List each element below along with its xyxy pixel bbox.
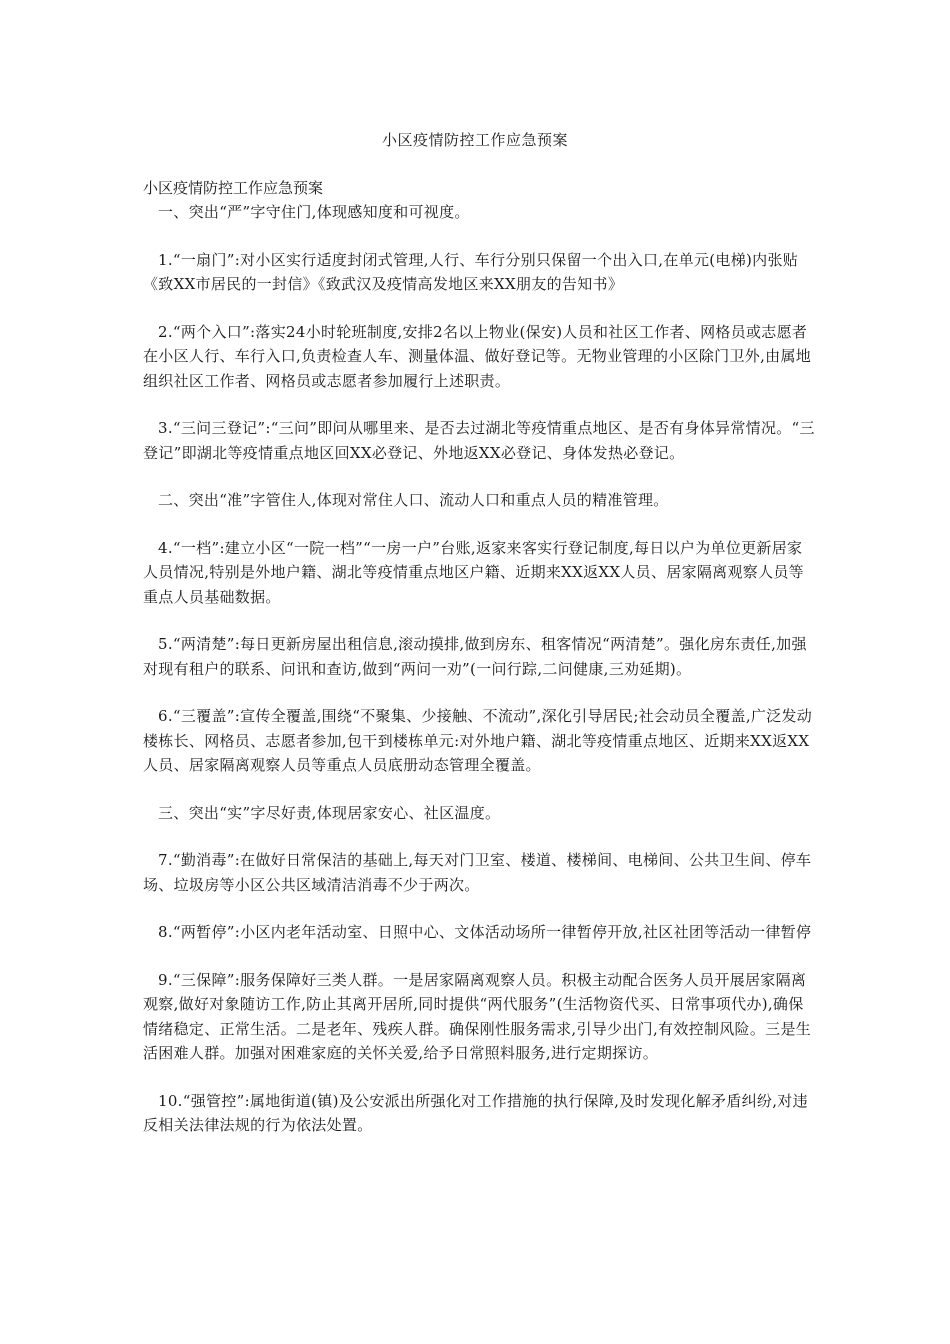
paragraph-item-4: 4.“一档”:建立小区“一院一档”“一房一户”台账,返家来客实行登记制度,每日以户为单位更新居家人员情况,特别是外地户籍、湖北等疫情重点地区户籍、近期来XX返XX人员、居家隔离观察人员等重点人员基础数据。 [143, 538, 804, 606]
paragraph-item-9: 9.“三保障”:服务保障好三类人群。一是居家隔离观察人员。积极主动配合医务人员开展居家隔离观察,做好对象随访工作,防止其离开居所,同时提供“两代服务”(生活物资代买、日常事项代办),确保情绪稳定、正常生活。二是老年、残疾人群。确保刚性服务需求,引导少出门,有效控制风险。三是生活困难人群。加强对困难家庭的关怀关爱,给予日常照料服务,进行定期探访。 [143, 970, 812, 1062]
section-heading-3: 三、突出“实”字尽好责,体现居家安心、社区温度。 [158, 803, 501, 822]
paragraph-item-8: 8.“两暂停”:小区内老年活动室、日照中心、文体活动场所一律暂停开放,社区社团等活动一律暂停 [158, 923, 812, 941]
paragraph-item-10: 10.“强管控”:属地街道(镇)及公安派出所强化对工作措施的执行保障,及时发现化解矛盾纠纷,对违反相关法律法规的行为依法处置。 [143, 1091, 808, 1134]
paragraph-item-3: 3.“三问三登记”:“三问”即问从哪里来、是否去过湖北等疫情重点地区、是否有身体异常情况。“三登记”即湖北等疫情重点地区回XX必登记、外地返XX必登记、身体发热必登记。 [143, 419, 815, 462]
paragraph-item-1: 1.“一扇门”:对小区实行适度封闭式管理,人行、车行分别只保留一个出入口,在单元(电梯)内张贴《致XX市居民的一封信》《致武汉及疫情高发地区来XX朋友的告知书》 [143, 250, 799, 293]
paragraph-item-2: 2.“两个入口”:落实24小时轮班制度,安排2名以上物业(保安)人员和社区工作者、网格员或志愿者在小区人行、车行入口,负责检查人车、测量体温、做好登记等。无物业管理的小区除门卫外,由属地组织社区工作者、网格员或志愿者参加履行上述职责。 [143, 322, 812, 390]
section-heading-1: 一、突出“严”字守住门,体现感知度和可视度。 [158, 203, 470, 221]
document-title: 小区疫情防控工作应急预案 [381, 131, 568, 149]
paragraph-item-5: 5.“两清楚”:每日更新房屋出租信息,滚动摸排,做到房东、租客情况“两清楚”。强化房东责任,加强对现有租户的联系、问讯和查访,做到“两问一劝”(一问行踪,二问健康,三劝延期)。 [143, 635, 807, 678]
document-body [143, 176, 815, 1138]
document-subtitle: 小区疫情防控工作应急预案 [143, 179, 324, 197]
paragraph-item-6: 6.“三覆盖”:宣传全覆盖,围绕“不聚集、少接触、不流动”,深化引导居民;社会动员全覆盖,广泛发动楼栋长、网格员、志愿者参加,包干到楼栋单元:对外地户籍、湖北等疫情重点地区、近期来XX返XX人员、居家隔离观察人员等重点人员底册动态管理全覆盖。 [143, 707, 813, 774]
section-heading-2: 二、突出“准”字管住人,体现对常住人口、流动人口和重点人员的精准管理。 [158, 491, 669, 509]
paragraph-item-7: 7.“勤消毒”:在做好日常保洁的基础上,每天对门卫室、楼道、楼梯间、电梯间、公共卫生间、停车场、垃圾房等小区公共区域清洁消毒不少于两次。 [143, 851, 812, 894]
